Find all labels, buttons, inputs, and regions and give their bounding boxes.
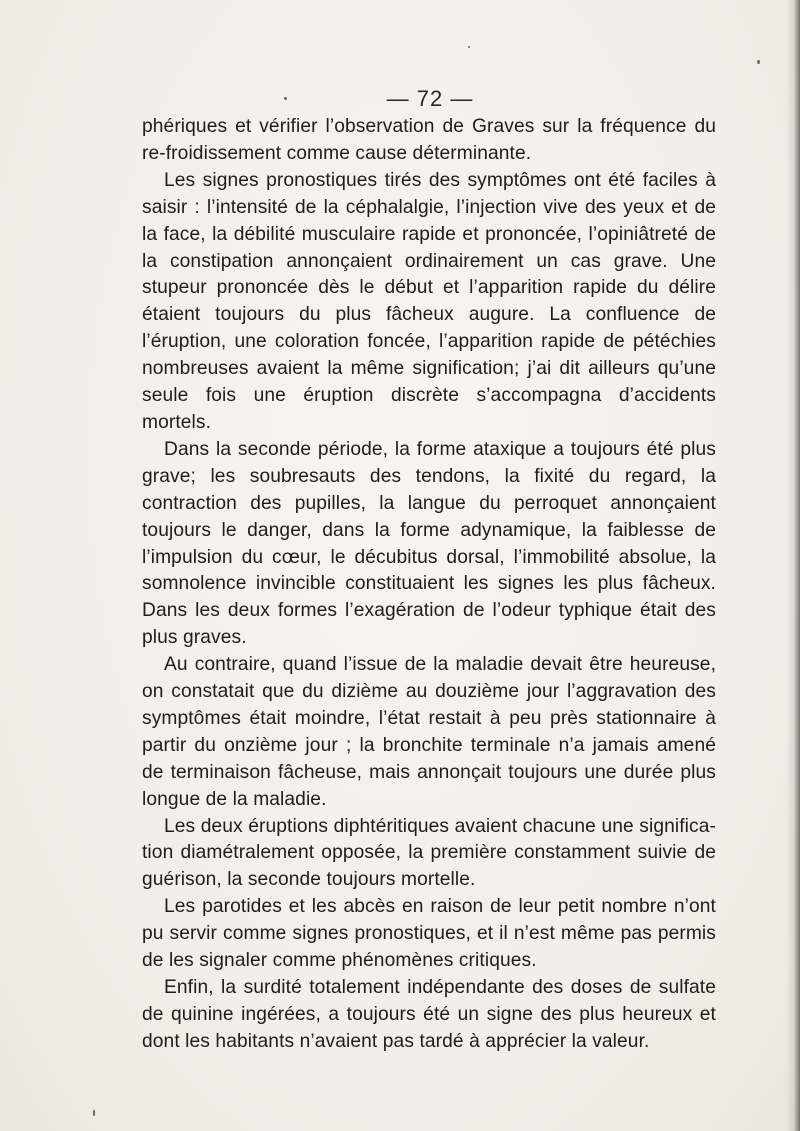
page-edge-shadow [786,0,800,1131]
body-text [142,114,716,1056]
paragraph: Les deux éruptions diphtéritiques avaient chacune une significa-tion diamétralement opposée, la première constamment suivie de guérison, la seconde toujours mortelle. [142,815,716,891]
paragraph: Dans la seconde période, la forme ataxique a toujours été plus grave; les soubresauts des tendons, la fixité du regard, la contraction des pupilles, la langue du perroquet annonçaient toujours le danger, dans la forme adynamique, la faiblesse de l’impulsion du cœur, le décubitus dorsal, l’immobilité absolue, la somnolence invincible constituaient les signes les plus fâcheux. Dans les deux formes l’exagération de l’odeur typhique était des plus graves. [142,438,716,649]
paragraph: Les signes pronostiques tirés des symptômes ont été faciles à saisir : l’intensité de la céphalalgie, l’injection vive des yeux et de la face, la débilité musculaire rapide et prononcée, l’opiniâtreté de la constipation annonçaient ordinairement un cas grave. Une stupeur prononcée dès le début et l’apparition rapide du délire étaient toujours du plus fâcheux augure. La confluence de l’éruption, une coloration foncée, l’apparition rapide de pétéchies nombreuses avaient la même signification; j’ai dit ailleurs qu’une seule fois une éruption discrète s’accompagna d’accidents mortels. [142,169,716,433]
paragraph: Au contraire, quand l’issue de la maladie devait être heureuse, on constatait que du dizième au douzième jour l’aggravation des symptômes était moindre, l’état restait à peu près stationnaire à partir du onzième jour ; la bronchite terminale n’a jamais amené de terminaison fâcheuse, mais annonçait toujours une durée plus longue de la maladie. [142,654,716,810]
ink-speck [757,60,760,64]
paragraph: Enfin, la surdité totalement indépendante des doses de sulfate de quinine ingérées, a toujours été un signe des plus heureux et dont les habitants n’avaient pas tardé à apprécier la valeur. [142,977,716,1052]
paragraph: Les parotides et les abcès en raison de leur petit nombre n’ont pu servir comme signes pronostiques, et il n’est même pas permis de les signaler comme phénomènes critiques. [142,896,716,972]
ink-speck [93,1110,95,1116]
ink-speck [468,46,470,48]
page-number: — 72 — [386,86,474,111]
paragraph: phériques et vérifier l’observation de Graves sur la fréquence du re-froidissement comme cause déterminante. [142,116,716,164]
